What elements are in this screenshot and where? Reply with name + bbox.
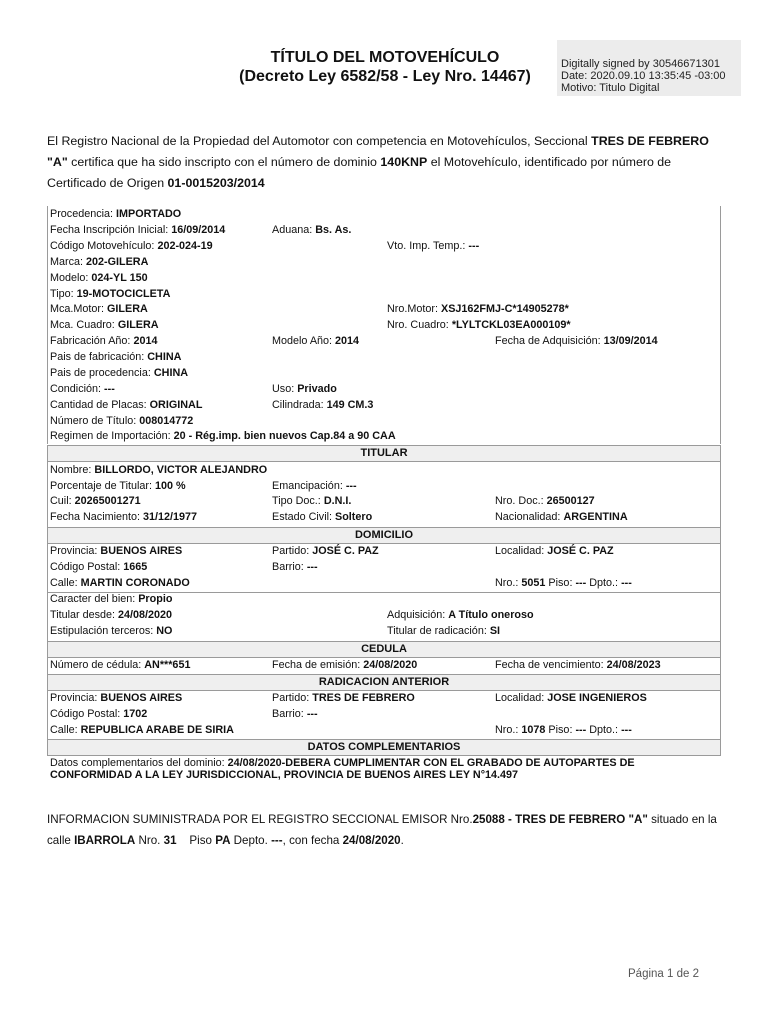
- field-partido: Partido: JOSÉ C. PAZ: [272, 545, 379, 557]
- field-emancipacion: Emancipación: ---: [272, 480, 357, 492]
- field-rad-provincia: Provincia: BUENOS AIRES: [50, 692, 183, 704]
- field-nro-doc: Nro. Doc.: 26500127: [495, 495, 595, 507]
- section-header-cedula: CEDULA: [47, 641, 721, 658]
- field-pais-procedencia: Pais de procedencia: CHINA: [50, 367, 189, 379]
- field-caracter-bien: Caracter del bien: Propio: [50, 593, 173, 605]
- field-estado-civil: Estado Civil: Soltero: [272, 511, 373, 523]
- field-numero-cedula: Número de cédula: AN***651: [50, 659, 191, 671]
- field-condicion: Condición: ---: [50, 383, 115, 395]
- field-nombre: Nombre: BILLORDO, VICTOR ALEJANDRO: [50, 464, 268, 476]
- digital-signature-box: [557, 40, 741, 96]
- dominio-value: 140KNP: [380, 155, 428, 169]
- field-numero-titulo: Número de Título: 008014772: [50, 415, 194, 427]
- intro-paragraph: [47, 131, 727, 194]
- field-vto-imp-temp: Vto. Imp. Temp.: ---: [387, 240, 480, 252]
- section-header-domicilio: DOMICILIO: [47, 527, 721, 544]
- field-localidad: Localidad: JOSÉ C. PAZ: [495, 545, 614, 557]
- field-fecha-nacimiento: Fecha Nacimiento: 31/12/1977: [50, 511, 198, 523]
- field-rad-nro-piso-dpto: Nro.: 1078 Piso: --- Dpto.: ---: [495, 724, 632, 736]
- field-cantidad-placas: Cantidad de Placas: ORIGINAL: [50, 399, 203, 411]
- field-uso: Uso: Privado: [272, 383, 337, 395]
- certificado-value: 01-0015203/2014: [167, 176, 265, 190]
- signature-reason: Motivo: Titulo Digital: [561, 82, 660, 94]
- field-titular-desde: Titular desde: 24/08/2020: [50, 609, 173, 621]
- field-porcentaje: Porcentaje de Titular: 100 %: [50, 480, 186, 492]
- field-rad-barrio: Barrio: ---: [272, 708, 318, 720]
- field-modelo-anio: Modelo Año: 2014: [272, 335, 360, 347]
- field-provincia: Provincia: BUENOS AIRES: [50, 545, 183, 557]
- field-rad-localidad: Localidad: JOSE INGENIEROS: [495, 692, 647, 704]
- registry-info-paragraph: INFORMACION SUMINISTRADA POR EL REGISTRO SECCIONAL EMISOR Nro.25088 - TRES DE FEBRERO "A" situado en la calle IBARROLA Nro. 31 Piso PA Depto. ---, con fecha 24/08/2020.: [47, 813, 717, 847]
- field-adquisicion: Adquisición: A Título oneroso: [387, 609, 534, 621]
- field-rad-partido: Partido: TRES DE FEBRERO: [272, 692, 415, 704]
- field-marca: Marca: 202-GILERA: [50, 256, 149, 268]
- intro-text: el Motovehículo, identificado por número de Certificado de Origen: [47, 155, 672, 190]
- field-fecha-inscripcion: Fecha Inscripción Inicial: 16/09/2014: [50, 224, 226, 236]
- field-regimen-importacion: Regimen de Importación: 20 - Rég.imp. bien nuevos Cap.84 a 90 CAA: [50, 430, 396, 442]
- seccional-value: TRES DE FEBRERO "A": [47, 134, 709, 169]
- page-number: Página 1 de 2: [628, 968, 699, 980]
- field-fabricacion-anio: Fabricación Año: 2014: [50, 335, 158, 347]
- field-cuil: Cuil: 20265001271: [50, 495, 141, 507]
- signature-date: Date: 2020.09.10 13:35:45 -03:00: [561, 70, 726, 82]
- field-nro-motor: Nro.Motor: XSJ162FMJ-C*14905278*: [387, 303, 569, 315]
- field-calle: Calle: MARTIN CORONADO: [50, 577, 190, 589]
- field-rad-codigo-postal: Código Postal: 1702: [50, 708, 148, 720]
- field-nro-piso-dpto: Nro.: 5051 Piso: --- Dpto.: ---: [495, 577, 632, 589]
- field-barrio: Barrio: ---: [272, 561, 318, 573]
- field-nro-cuadro: Nro. Cuadro: *LYLTCKL03EA000109*: [387, 319, 571, 331]
- field-tipo: Tipo: 19-MOTOCICLETA: [50, 288, 171, 300]
- field-cilindrada: Cilindrada: 149 CM.3: [272, 399, 374, 411]
- field-codigo-motovehiculo: Código Motovehículo: 202-024-19: [50, 240, 213, 252]
- field-fecha-emision: Fecha de emisión: 24/08/2020: [272, 659, 418, 671]
- field-datos-complementarios-cont: CONFORMIDAD A LA LEY JURISDICCIONAL, PROVINCIA DE BUENOS AIRES LEY N°14.497: [50, 769, 519, 781]
- intro-text: El Registro Nacional de la Propiedad del Automotor con competencia en Motovehículos, Seccional: [47, 134, 592, 148]
- signature-signer: Digitally signed by 30546671301: [561, 58, 721, 70]
- field-nacionalidad: Nacionalidad: ARGENTINA: [495, 511, 628, 523]
- field-procedencia: Procedencia: IMPORTADO: [50, 208, 182, 220]
- intro-text: certifica que ha sido inscripto con el número de dominio: [67, 155, 381, 169]
- document-subtitle: (Decreto Ley 6582/58 - Ley Nro. 14467): [239, 68, 531, 85]
- field-codigo-postal: Código Postal: 1665: [50, 561, 148, 573]
- field-mca-motor: Mca.Motor: GILERA: [50, 303, 148, 315]
- field-datos-complementarios: Datos complementarios del dominio: 24/08/2020-DEBERA CUMPLIMENTAR CON EL GRABADO DE AUTOPARTES DE: [50, 757, 635, 769]
- section-header-titular: TITULAR: [47, 445, 721, 462]
- field-rad-calle: Calle: REPUBLICA ARABE DE SIRIA: [50, 724, 234, 736]
- field-pais-fabricacion: Pais de fabricación: CHINA: [50, 351, 182, 363]
- section-header-radicacion: RADICACION ANTERIOR: [47, 674, 721, 691]
- field-estipulacion-terceros: Estipulación terceros: NO: [50, 625, 173, 637]
- field-aduana: Aduana: Bs. As.: [272, 224, 352, 236]
- field-fecha-vencimiento: Fecha de vencimiento: 24/08/2023: [495, 659, 661, 671]
- field-modelo: Modelo: 024-YL 150: [50, 272, 148, 284]
- section-header-complementarios: DATOS COMPLEMENTARIOS: [47, 739, 721, 756]
- field-titular-radicacion: Titular de radicación: SI: [387, 625, 501, 637]
- field-tipo-doc: Tipo Doc.: D.N.I.: [272, 495, 352, 507]
- field-mca-cuadro: Mca. Cuadro: GILERA: [50, 319, 159, 331]
- document-title: TÍTULO DEL MOTOVEHÍCULO: [270, 49, 500, 66]
- field-fecha-adquisicion: Fecha de Adquisición: 13/09/2014: [495, 335, 658, 347]
